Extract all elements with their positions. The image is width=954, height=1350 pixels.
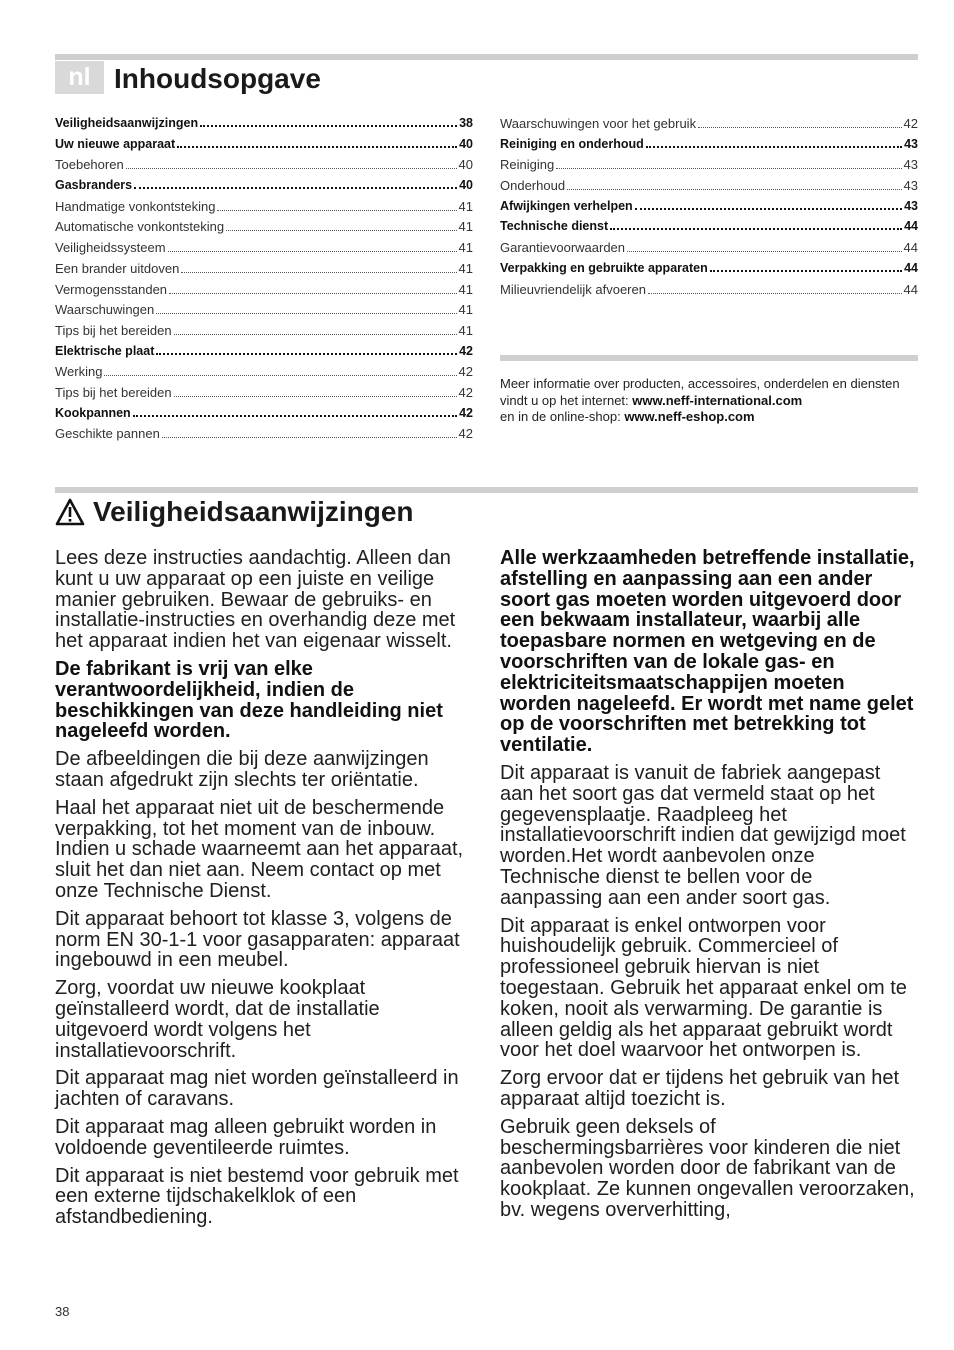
language-badge: nl bbox=[55, 61, 104, 94]
toc-entry-page: 44 bbox=[903, 281, 918, 297]
toc-entry[interactable] bbox=[55, 385, 473, 406]
toc-entry[interactable] bbox=[55, 219, 473, 240]
safety-paragraph: De afbeeldingen die bij deze aanwijzingen staan afgedrukt zijn slechts ter oriëntatie. bbox=[55, 748, 429, 791]
info-divider bbox=[500, 355, 918, 361]
toc-entry[interactable] bbox=[500, 219, 918, 240]
toc-right-column bbox=[500, 116, 918, 302]
toc-entry-page: 42 bbox=[458, 384, 473, 400]
toc-entry-title: Geschikte pannen bbox=[55, 426, 160, 442]
toc-entry[interactable] bbox=[500, 178, 918, 199]
safety-paragraph: Dit apparaat is vanuit de fabriek aangepast aan het soort gas dat vermeld staat op het gegevensplaatje. Raadpleeg het installatievoorschrift indien dat gewijzigd moet worden.Het wordt aanbevolen onze Technische dienst te bellen voor de aanpassing aan een ander soort gas. bbox=[500, 761, 906, 909]
safety-divider bbox=[55, 487, 918, 493]
toc-entry-page: 44 bbox=[904, 219, 918, 234]
toc-entry-page: 40 bbox=[459, 136, 473, 151]
toc-entry-title: Handmatige vonkontsteking bbox=[55, 198, 216, 214]
toc-leader-dots bbox=[133, 415, 457, 417]
toc-leader-dots bbox=[635, 208, 902, 210]
toc-entry[interactable] bbox=[500, 116, 918, 137]
safety-paragraph: Zorg, voordat uw nieuwe kookplaat geïnstalleerd wordt, dat de installatie uitgevoerd wordt volgens het installatievoorschrift. bbox=[55, 977, 380, 1062]
toc-entry-page: 42 bbox=[459, 343, 473, 358]
page-number: 38 bbox=[55, 1304, 70, 1319]
toc-entry-title: Reiniging bbox=[500, 157, 555, 173]
toc-left-column bbox=[55, 116, 473, 447]
safety-left-column bbox=[55, 548, 473, 1235]
toc-leader-dots bbox=[162, 437, 457, 438]
safety-paragraph: Dit apparaat mag niet worden geïnstalleerd in jachten of caravans. bbox=[55, 1067, 459, 1111]
toc-entry-title: Garantievoorwaarden bbox=[500, 240, 626, 256]
website-link[interactable]: www.neff-international.com bbox=[632, 392, 803, 408]
toc-entry-page: 41 bbox=[458, 219, 473, 235]
toc-entry[interactable] bbox=[500, 240, 918, 261]
toc-entry[interactable] bbox=[55, 240, 473, 261]
top-divider bbox=[55, 54, 918, 60]
toc-leader-dots bbox=[648, 293, 902, 294]
toc-leader-dots bbox=[226, 230, 456, 231]
toc-entry-title: Veiligheidsaanwijzingen bbox=[55, 116, 199, 130]
safety-paragraph: Dit apparaat mag alleen gebruikt worden in voldoende geventileerde ruimtes. bbox=[55, 1115, 437, 1159]
toc-entry[interactable] bbox=[500, 199, 918, 220]
toc-entry[interactable] bbox=[55, 261, 473, 282]
toc-entry-title: Vermogensstanden bbox=[55, 281, 168, 297]
safety-notice-emphasis: Alle werkzaamheden betreffende installatie, afstelling en aanpassing aan een ander soort gas moeten worden uitgevoerd door een bekwaam installateur, waarbij alle toepasbare normen en wetgeving en de voorschriften van de lokale gas- en elektriciteitsmaatschappijen moeten worden nageleefd. Er wordt met name gelet op de voorschriften met betrekking tot ventilatie. bbox=[500, 547, 915, 757]
toc-entry-title: Elektrische plaat bbox=[55, 343, 155, 358]
toc-entry-page: 42 bbox=[459, 405, 473, 420]
toc-leader-dots bbox=[200, 125, 457, 127]
safety-heading bbox=[55, 494, 414, 530]
toc-entry[interactable] bbox=[55, 364, 473, 385]
toc-entry[interactable] bbox=[500, 282, 918, 303]
toc-entry-page: 41 bbox=[458, 281, 473, 297]
toc-entry[interactable] bbox=[55, 157, 473, 178]
toc-leader-dots bbox=[627, 251, 902, 252]
toc-entry-title: Waarschuwingen bbox=[55, 302, 155, 318]
toc-leader-dots bbox=[156, 313, 456, 314]
safety-paragraph: Dit apparaat is enkel ontworpen voor huishoudelijk gebruik. Commercieel of professioneel gebruik hiervan is niet toegestaan. Gebruik het apparaat enkel om te koken, nooit als verwarming. De garantie is alleen geldig als het apparaat gebruikt wordt voor het doel waarvoor het ontworpen is. bbox=[500, 914, 907, 1062]
toc-entry[interactable] bbox=[500, 157, 918, 178]
toc-leader-dots bbox=[174, 396, 457, 397]
toc-leader-dots bbox=[169, 293, 457, 294]
toc-entry-title: Verpakking en gebruikte apparaten bbox=[500, 260, 708, 275]
toc-entry[interactable] bbox=[55, 302, 473, 323]
toc-leader-dots bbox=[156, 353, 457, 355]
toc-entry[interactable] bbox=[55, 199, 473, 220]
toc-entry-title: Milieuvriendelijk afvoeren bbox=[500, 281, 646, 297]
toc-entry[interactable] bbox=[55, 406, 473, 427]
toc-entry-page: 42 bbox=[458, 364, 473, 380]
more-info-intro: Meer informatie over producten, accessoires, onderdelen en diensten vindt u op het internet: bbox=[500, 376, 900, 408]
toc-heading: Inhoudsopgave bbox=[114, 63, 321, 94]
toc-leader-dots bbox=[567, 189, 901, 190]
toc-leader-dots bbox=[181, 272, 456, 273]
warning-triangle-icon bbox=[55, 498, 85, 526]
toc-entry-title: Technische dienst bbox=[500, 219, 609, 234]
toc-entry-title: Waarschuwingen voor het gebruik bbox=[500, 116, 697, 131]
toc-entry-page: 42 bbox=[458, 426, 473, 442]
safety-paragraph: Haal het apparaat niet uit de beschermende verpakking, tot het moment van de inbouw. Indien u schade waarneemt aan het apparaat, sluit het dan niet aan. Neem contact op met onze Technische Dienst. bbox=[55, 796, 464, 902]
toc-entry-page: 42 bbox=[903, 116, 918, 131]
toc-leader-dots bbox=[698, 127, 901, 128]
toc-entry-title: Afwijkingen verhelpen bbox=[500, 198, 633, 213]
toc-leader-dots bbox=[126, 168, 457, 169]
eshop-link[interactable]: www.neff-eshop.com bbox=[624, 409, 755, 424]
toc-entry-title: Uw nieuwe apparaat bbox=[55, 136, 176, 151]
toc-entry-title: Toebehoren bbox=[55, 157, 124, 173]
toc-entry-title: Reiniging en onderhoud bbox=[500, 136, 644, 151]
safety-title-text: Veiligheidsaanwijzingen bbox=[93, 496, 414, 527]
toc-leader-dots bbox=[217, 210, 456, 211]
safety-paragraph: Dit apparaat is niet bestemd voor gebruik met een externe tijdschakelklok of een afstandbediening. bbox=[55, 1164, 459, 1229]
toc-entry-page: 44 bbox=[904, 260, 918, 275]
toc-entry-page: 40 bbox=[459, 178, 473, 193]
toc-leader-dots bbox=[610, 228, 902, 230]
toc-entry-page: 40 bbox=[458, 157, 473, 173]
toc-entry-page: 41 bbox=[458, 302, 473, 318]
safety-right-column bbox=[500, 548, 918, 1228]
toc-leader-dots bbox=[710, 270, 902, 272]
toc-entry-page: 38 bbox=[459, 116, 473, 130]
toc-entry[interactable] bbox=[55, 137, 473, 158]
toc-entry[interactable] bbox=[500, 261, 918, 282]
toc-entry-title: Gasbranders bbox=[55, 178, 133, 193]
toc-entry-page: 43 bbox=[904, 136, 918, 151]
toc-leader-dots bbox=[174, 334, 457, 335]
toc-entry-title: Onderhoud bbox=[500, 178, 566, 194]
toc-leader-dots bbox=[134, 187, 457, 189]
more-info-text bbox=[500, 376, 918, 426]
toc-entry[interactable] bbox=[500, 137, 918, 158]
toc-entry-page: 41 bbox=[458, 198, 473, 214]
toc-entry-page: 43 bbox=[903, 178, 918, 194]
toc-entry[interactable] bbox=[55, 282, 473, 303]
safety-paragraph: Gebruik geen deksels of beschermingsbarrières voor kinderen die niet aanbevolen worden door de fabrikant van de kookplaat. Ze kunnen ongevallen veroorzaken, bv. wegens oververhitting, bbox=[500, 1115, 915, 1221]
safety-notice-emphasis: De fabrikant is vrij van elke verantwoordelijkheid, indien de beschikkingen van deze handleiding niet nageleefd worden. bbox=[55, 657, 443, 743]
toc-entry-page: 41 bbox=[458, 260, 473, 276]
toc-entry-title: Tips bij het bereiden bbox=[55, 322, 172, 338]
toc-leader-dots bbox=[177, 146, 457, 148]
toc-entry[interactable] bbox=[55, 178, 473, 199]
toc-entry-title: Kookpannen bbox=[55, 405, 131, 420]
toc-entry-title: Een brander uitdoven bbox=[55, 260, 180, 276]
toc-entry-page: 43 bbox=[904, 198, 918, 213]
toc-entry-page: 41 bbox=[458, 240, 473, 256]
toc-entry-page: 43 bbox=[903, 157, 918, 173]
toc-entry[interactable] bbox=[55, 323, 473, 344]
safety-paragraph: Zorg ervoor dat er tijdens het gebruik van het apparaat altijd toezicht is. bbox=[500, 1067, 900, 1110]
toc-entry-page: 44 bbox=[903, 240, 918, 256]
toc-entry[interactable] bbox=[55, 116, 473, 137]
toc-leader-dots bbox=[168, 251, 457, 252]
toc-entry-title: Automatische vonkontsteking bbox=[55, 219, 225, 235]
toc-leader-dots bbox=[646, 146, 902, 148]
safety-paragraph: Dit apparaat behoort tot klasse 3, volgens de norm EN 30-1-1 voor gasapparaten: apparaat ingebouwd in een meubel. bbox=[55, 907, 460, 972]
toc-leader-dots bbox=[556, 168, 901, 169]
toc-leader-dots bbox=[104, 375, 456, 376]
toc-entry[interactable] bbox=[55, 426, 473, 447]
toc-entry-title: Werking bbox=[55, 364, 103, 380]
toc-entry[interactable] bbox=[55, 344, 473, 365]
toc-entry-title: Veiligheidssysteem bbox=[55, 240, 166, 256]
more-info-shop-intro: en in de online-shop: bbox=[500, 409, 625, 424]
toc-entry-title: Tips bij het bereiden bbox=[55, 384, 172, 400]
toc-entry-page: 41 bbox=[458, 322, 473, 338]
safety-paragraph: Lees deze instructies aandachtig. Alleen dan kunt u uw apparaat op een juiste en veilige manier gebruiken. Bewaar de gebruiks- en installatie-instructies en overhandig deze met het apparaat indien het van eigenaar wisselt. bbox=[55, 547, 456, 653]
